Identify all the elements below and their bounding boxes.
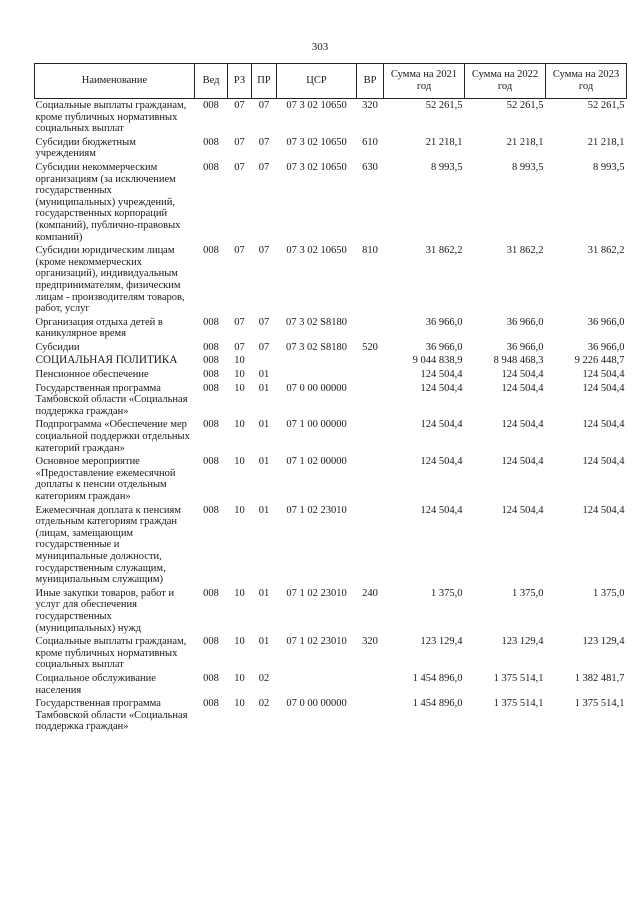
row-sum-2022: 1 375,0 (512, 587, 544, 599)
header-ved: Вед (195, 64, 228, 99)
row-vr (357, 368, 384, 382)
header-name: Наименование (35, 64, 195, 99)
row-sum-2022: 21 218,1 (506, 136, 544, 148)
row-vr: 630 (362, 161, 378, 173)
table-row (35, 418, 627, 455)
row-name: Ежемесячная доплата к пенсиям отдельным категориям граждан (лицам, замещающим государственные и муниципальные должности, государственным служащим, муниципальным служащим) (35, 504, 181, 586)
header-rz: РЗ (228, 64, 252, 99)
row-sum-2021: 1 454 896,0 (412, 698, 463, 710)
row-csr (277, 672, 357, 697)
row-rz: 10 (234, 382, 245, 394)
row-csr: 07 1 02 23010 (286, 636, 347, 648)
row-sum-2023: 124 504,4 (582, 456, 625, 468)
row-rz: 07 (234, 341, 245, 353)
table-row (35, 697, 627, 734)
row-ved: 008 (203, 587, 219, 599)
row-rz: 07 (234, 100, 245, 111)
header-sum-2023: Сумма на 2023 год (546, 64, 627, 99)
row-sum-2022: 1 375 514,1 (493, 672, 544, 684)
row-name: Организация отдыха детей в каникулярное время (35, 316, 163, 340)
row-ved: 008 (203, 136, 219, 148)
row-csr (277, 368, 357, 382)
row-vr (357, 382, 384, 419)
page-number: 303 (311, 41, 329, 53)
row-sum-2023: 8 993,5 (593, 161, 625, 173)
row-sum-2021: 21 218,1 (425, 136, 463, 148)
row-name: Субсидии некоммерческим организациям (за исключением государственных (муниципальных) учреждений, государственных корпораций (компаний), публично-правовых компаний) (35, 161, 181, 243)
row-ved: 008 (203, 672, 219, 684)
row-csr: 07 3 02 10650 (286, 136, 347, 148)
row-sum-2023: 123 129,4 (582, 636, 625, 648)
row-rz: 10 (234, 355, 245, 367)
table-row (35, 382, 627, 419)
table-row (35, 136, 627, 161)
row-vr (357, 316, 384, 341)
header-sum-2021: Сумма на 2021 год (384, 64, 465, 99)
row-name: СОЦИАЛЬНАЯ ПОЛИТИКА (35, 354, 178, 367)
row-sum-2023: 1 382 481,7 (574, 672, 625, 684)
row-ved: 008 (203, 100, 219, 111)
table-row (35, 161, 627, 244)
row-rz: 10 (234, 504, 245, 516)
row-ved: 008 (203, 355, 219, 367)
row-sum-2021: 124 504,4 (420, 419, 463, 431)
row-vr (357, 455, 384, 503)
row-vr (357, 418, 384, 455)
row-sum-2022: 52 261,5 (506, 100, 544, 111)
row-sum-2023: 124 504,4 (582, 419, 625, 431)
header-sum-2022: Сумма на 2022 год (465, 64, 546, 99)
row-csr: 07 1 02 23010 (286, 504, 347, 516)
row-sum-2022: 1 375 514,1 (493, 698, 544, 710)
table-row (35, 316, 627, 341)
row-ved: 008 (203, 419, 219, 431)
row-vr: 810 (362, 245, 378, 257)
row-sum-2022: 36 966,0 (506, 341, 544, 353)
row-name: Государственная программа Тамбовской области «Социальная поддержка граждан» (35, 382, 188, 417)
row-sum-2022: 124 504,4 (501, 456, 544, 468)
row-ved: 008 (203, 369, 219, 381)
row-sum-2021: 31 862,2 (425, 245, 463, 257)
budget-table (34, 63, 627, 734)
row-pr: 02 (258, 672, 270, 684)
row-sum-2023: 9 226 448,7 (574, 355, 625, 367)
row-pr: 01 (258, 636, 270, 648)
row-pr: 07 (258, 245, 270, 257)
row-name: Субсидии (35, 341, 80, 353)
row-ved: 008 (203, 382, 219, 394)
row-vr: 320 (362, 636, 378, 648)
table-row (35, 455, 627, 503)
row-rz: 10 (234, 672, 245, 684)
header-pr: ПР (252, 64, 277, 99)
row-sum-2021: 9 044 838,9 (412, 355, 463, 367)
row-vr: 320 (362, 100, 378, 111)
row-name: Пенсионное обеспечение (35, 369, 149, 381)
row-vr (357, 672, 384, 697)
row-sum-2022: 124 504,4 (501, 419, 544, 431)
row-name: Подпрограмма «Обеспечение мер социальной поддержки отдельных категорий граждан» (35, 419, 190, 454)
row-rz: 10 (234, 587, 245, 599)
row-sum-2022: 124 504,4 (501, 382, 544, 394)
row-sum-2021: 124 504,4 (420, 382, 463, 394)
table-row (35, 587, 627, 635)
row-pr: 01 (258, 382, 270, 394)
table-row (35, 672, 627, 697)
row-name: Социальные выплаты гражданам, кроме публичных нормативных социальных выплат (35, 636, 187, 671)
table-row (35, 244, 627, 316)
row-pr: 07 (258, 316, 270, 328)
row-ved: 008 (203, 504, 219, 516)
row-sum-2023: 1 375 514,1 (574, 698, 625, 710)
row-csr: 07 3 02 10650 (286, 161, 347, 173)
row-csr: 07 1 00 00000 (286, 419, 347, 431)
row-sum-2021: 1 375,0 (431, 587, 463, 599)
table-row (35, 99, 627, 136)
row-name: Основное мероприятие «Предоставление ежемесячной доплаты к пенсии отдельным категориям граждан» (35, 456, 176, 502)
row-rz: 10 (234, 636, 245, 648)
row-rz: 10 (234, 456, 245, 468)
row-sum-2022: 8 948 468,3 (493, 355, 544, 367)
row-sum-2022: 36 966,0 (506, 316, 544, 328)
row-csr: 07 3 02 S8180 (286, 316, 347, 328)
row-rz: 07 (234, 136, 245, 148)
row-sum-2022: 124 504,4 (501, 504, 544, 516)
header-csr: ЦСР (277, 64, 357, 99)
row-sum-2021: 123 129,4 (420, 636, 463, 648)
table-header-row (35, 64, 627, 99)
row-sum-2022: 124 504,4 (501, 369, 544, 381)
row-rz: 07 (234, 161, 245, 173)
row-name: Субсидии юридическим лицам (кроме некоммерческих организаций), индивидуальным предпринимателям, физическим лицам - производителям товаров, работ, услуг (35, 245, 185, 315)
row-sum-2021: 36 966,0 (425, 341, 463, 353)
row-sum-2023: 124 504,4 (582, 504, 625, 516)
row-ved: 008 (203, 316, 219, 328)
row-pr: 07 (258, 341, 270, 353)
row-csr: 07 3 02 S8180 (286, 341, 347, 353)
row-sum-2021: 52 261,5 (425, 100, 463, 111)
row-pr: 07 (258, 136, 270, 148)
row-vr (357, 504, 384, 587)
row-sum-2021: 1 454 896,0 (412, 672, 463, 684)
row-csr: 07 3 02 10650 (286, 245, 347, 257)
row-rz: 10 (234, 419, 245, 431)
row-vr: 520 (362, 341, 378, 353)
row-ved: 008 (203, 245, 219, 257)
row-sum-2021: 124 504,4 (420, 369, 463, 381)
row-pr: 02 (258, 698, 270, 710)
row-rz: 07 (234, 245, 245, 257)
row-pr: 01 (258, 504, 270, 516)
row-ved: 008 (203, 341, 219, 353)
row-sum-2023: 52 261,5 (587, 100, 625, 111)
row-sum-2021: 36 966,0 (425, 316, 463, 328)
row-sum-2021: 8 993,5 (431, 161, 463, 173)
table-row (35, 368, 627, 382)
row-csr: 07 0 00 00000 (286, 382, 347, 394)
row-name: Субсидии бюджетным учреждениям (35, 136, 136, 160)
row-name: Социальное обслуживание населения (35, 672, 156, 696)
row-sum-2022: 8 993,5 (512, 161, 544, 173)
row-pr: 01 (258, 419, 270, 431)
row-sum-2023: 124 504,4 (582, 382, 625, 394)
row-sum-2023: 124 504,4 (582, 369, 625, 381)
header-vr: ВР (357, 64, 384, 99)
row-name: Социальные выплаты гражданам, кроме публичных нормативных социальных выплат (35, 100, 187, 135)
row-csr (277, 354, 357, 368)
row-vr: 610 (362, 136, 378, 148)
row-ved: 008 (203, 636, 219, 648)
table-row (35, 504, 627, 587)
row-sum-2021: 124 504,4 (420, 456, 463, 468)
row-ved: 008 (203, 456, 219, 468)
row-sum-2023: 1 375,0 (593, 587, 625, 599)
row-ved: 008 (203, 161, 219, 173)
row-csr: 07 3 02 10650 (286, 100, 347, 111)
row-csr: 07 0 00 00000 (286, 698, 347, 710)
row-vr (357, 354, 384, 368)
row-pr: 01 (258, 587, 270, 599)
table-row (35, 341, 627, 355)
row-sum-2023: 36 966,0 (587, 316, 625, 328)
row-csr: 07 1 02 23010 (286, 587, 347, 599)
row-pr: 01 (258, 369, 270, 381)
row-sum-2023: 36 966,0 (587, 341, 625, 353)
row-pr (252, 354, 277, 368)
table-row (35, 635, 627, 672)
table-row (35, 354, 627, 368)
row-name: Государственная программа Тамбовской области «Социальная поддержка граждан» (35, 698, 188, 733)
row-vr: 240 (362, 587, 378, 599)
row-sum-2022: 123 129,4 (501, 636, 544, 648)
row-sum-2023: 31 862,2 (587, 245, 625, 257)
row-pr: 01 (258, 456, 270, 468)
row-sum-2021: 124 504,4 (420, 504, 463, 516)
row-sum-2022: 31 862,2 (506, 245, 544, 257)
row-vr (357, 697, 384, 734)
row-csr: 07 1 02 00000 (286, 456, 347, 468)
row-ved: 008 (203, 698, 219, 710)
row-pr: 07 (258, 161, 270, 173)
row-rz: 10 (234, 369, 245, 381)
row-pr: 07 (258, 100, 270, 111)
row-sum-2023: 21 218,1 (587, 136, 625, 148)
row-name: Иные закупки товаров, работ и услуг для обеспечения государственных (муниципальных) нужд (35, 587, 175, 634)
row-rz: 07 (234, 316, 245, 328)
row-rz: 10 (234, 698, 245, 710)
